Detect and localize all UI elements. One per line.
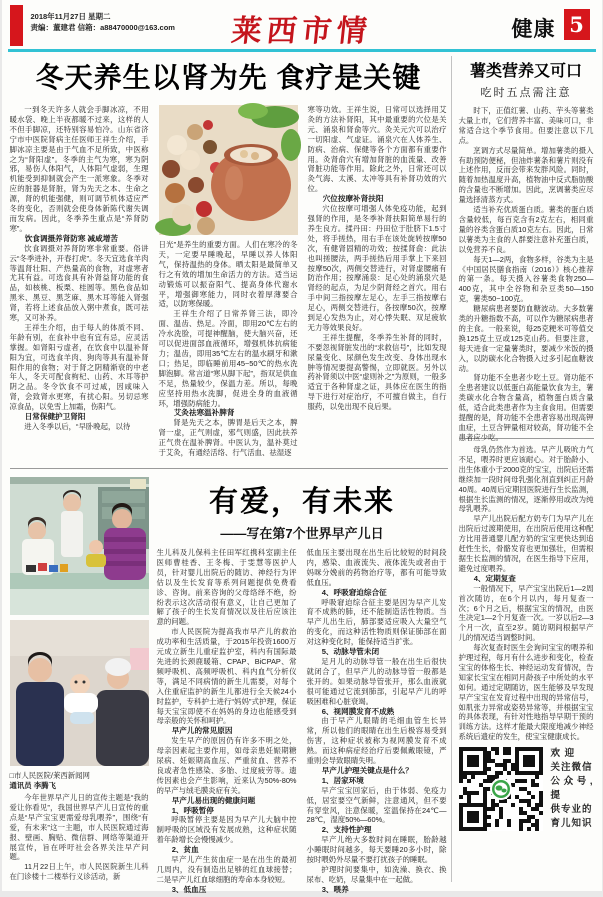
wechat-logo-icon — [490, 778, 512, 800]
paragraph: 每天1—2两，食物多样，谷类为主是《中国居民膳食指南（2016）》核心推荐的第一条。每天摄入谷薯类食物250—400克，其中全谷物和杂豆类50—150克，薯类50~100克。 — [458, 254, 594, 304]
subheading: 2、贫血 — [171, 845, 199, 855]
preemie-column-4 — [458, 445, 594, 742]
paragraph: 生儿科及儿保科主任田军红携科室副主任医师曹桂香、王冬梅、于雯慧等医护人员，针对婴儿出院后的随访、神经行为评估以及生长发育等系列问题提供免费看诊、咨询。前来咨询的父母络绎不绝，纷纷表示这次活动很有意义，让自己更加了解了孩子的生长发育情况以及往后应该注意的问题。 — [156, 548, 297, 627]
qr-caption-line: 公众号,提 — [550, 776, 594, 801]
paragraph: 母乳仍然作为首选。早产儿吸吮力气不足，喂养时更应该耐心。对于胎龄小、出生体重小于2000克的宝宝，出院后还需继续加一段时间母乳强化剂直到纠正月龄40周。40周后定期回医院进行生长监测，根据生长监测的情况，逐渐停用或改为纯母乳喂养。 — [458, 445, 594, 514]
editor-line: 责编：董建君 信箱：a88470000@163.com — [30, 23, 175, 32]
qr-caption-line: 关注微信 — [550, 762, 593, 773]
subheading: 3、低血压 — [171, 884, 207, 894]
paragraph: 早产儿出院后配方奶专门为早产儿在出院后过渡期使用，在出院后使用这种配方比用普通婴儿配方奶的宝宝更快达到追赶性生长，骨骼发育也更加强壮，但需根据生长监测的情况，在医生指导下应用，避免过度喂养。 — [458, 514, 594, 573]
paragraph: 护理时间要集中，如洗澡、换衣、换尿布、吃奶，尽量集中在一起做。 — [306, 865, 447, 884]
paragraph: 呼吸窘迫综合征主要是因为早产儿发育不成熟的肺，还不能制造活性物质。当早产儿出生后，肺部要适应吸入大量空气的变化，而这种活性物质则保证肺部在面对这种变化时，能保持适当扩张。 — [306, 597, 447, 647]
paragraph: 王祥生介绍了日常养肾三法，即冷面、温齿、热足。冷面，即用20℃左右的冷水洗脸，可提神醒脑，使大脑兴奋，还可以促进面部血液循环，增强机体抗病能力；温齿，即用35℃左右的温水刷牙和漱口；热足，即临睡前用45~50℃的热水洗脚泡脚。常言道“寒从脚下起”，指双足供血不足，热量较少，保温力差。所以，每晚应坚持用热水洗脚，促进全身的血液循环，增强防病能力。 — [158, 309, 298, 408]
paragraph: 市人民医院为提高我市早产儿的救治成功率和生活质量，于2015年投资1600万元成立新生儿重症监护室，科内有国际最先进的长颈鹿暖箱、CPAP、BiCPAP、常频呼吸机、高频呼吸机、科内血气分析仪等，满足不同病情的新生儿需要，对每个入住重症监护的新生儿都进行全天候24小时监护，专科护士进行“妈妈”式护理，保证每天宝宝即使不在妈妈的身边也能感受到母亲般的关怀和呵护。 — [156, 627, 297, 726]
qr-caption-line: 育儿知识 — [550, 818, 593, 829]
subheading: 早产儿护理关键点是什么？ — [321, 765, 413, 775]
paragraph: 一般情况下，早产宝宝出院后1—2周首次随访，在6个月以内，每月复查一次；6个月之后，根据宝宝的情况，由医生决定1—2个月复查一次。一岁以后2—3个月一次，直至2岁。随访期间根据早产儿的情况适当调整时间。 — [458, 583, 594, 643]
paragraph: 每次复查时医生会询问宝宝的喂养和护理过程，每月有什么进步和变化，检查宝宝的体格生长、神经运动发育情况，告知家长宝宝在相同月龄孩子中所处的水平如何。通过定期随访，医生能够及早发现早产宝宝在发育过程中出现的异常信号，如肌张力异常或姿势异常等，并根据宝宝的具体表现，有针对性地指导早期干预的训练方法。这样才能最大限度地减少神经系统后遗症的发生，使宝宝健康成长。 — [458, 643, 594, 742]
section-label: 健康 — [511, 18, 556, 41]
subheading: 4、定期复查 — [473, 573, 516, 583]
paragraph: 发生早产的原因仍有许多不明之处，母亲因素起主要作用，如母亲患妊娠期糖尿病、妊娠期高血压、严重贫血、营养不良或者急性感染、多胎、过度疲劳等。遗传因素也会产生影响，近来认为50%-80%的早产与绒毛膜炎症有关。 — [156, 736, 297, 795]
paragraph: 由于早产儿眼睛的毛细血管生长异常，所以他们的眼睛在出生后极容易受到伤害，这种症状被称为视网膜发育不成熟。而这种病症经治疗后要佩戴眼镜，严重则会导致眼睛失明。 — [306, 716, 447, 766]
subheading: 1、居家环境 — [321, 775, 364, 785]
paragraph: 早产宝宝回家后，由于体弱、免疫力低，居室要空气新鲜，注意通风，但不要有穿堂风，注意保暖，室温保持在24℃—28℃，湿度50%—60%。 — [306, 785, 447, 825]
article-preemie-subtitle: ——写在第7个世界早产儿日 — [220, 526, 384, 541]
newspaper-page — [2, 0, 602, 894]
byline-source: □市人民医院/莱西新闻网 — [9, 771, 90, 780]
paragraph: 早产儿绝大多数时间在睡眠，胎龄越小睡眠时间越多，每天要睡20多小时，除按时喂奶外尽量不要打扰孩子的睡眠。 — [306, 835, 447, 865]
paragraph: 王祥生介绍，由于每人的体质不同、年龄有别，在食补中也有宜有忌，应灵活掌握。如肾阳亏虚者，在饮食中以温补肾阳为宜，可选食羊肉、狗肉等具有温补肾阳作用的食物；对于肾之阴精渐衰的中老年人，冬天可配食枸杞、山药、木耳等护阴之品。冬令饮食不可过咸，因咸味入肾，会致肾水更寒，有扰心阳。另切忌寒凉食品，以免雪上加霜，伤阳气。 — [9, 322, 149, 412]
winter-column-1 — [10, 105, 149, 467]
clinic-exam-photo — [10, 477, 149, 615]
qr-caption-line: 欢 迎 — [550, 748, 576, 759]
article-potato-title: 薯类营养又可口 — [469, 63, 582, 80]
paragraph: 低血压主要出现在出生后比较短的时间段内，感染、血液流失、液体流失或者由于妈咪分娩前的药物治疗等，都有可能导致低血压。 — [306, 548, 447, 587]
article-potato-subtitle: 吃时五点需注意 — [480, 87, 572, 99]
preemie-text-area — [156, 477, 448, 894]
paragraph: 穴位按摩可增强人体免疫功能，起到强肾的作用，是冬季补肾扶阳简单易行的养生良方。揉丹田：丹田位于肚脐下1.5寸处，将手搓热，用右手在该处旋转按摩50次，有健肾固精的功效；按揉肾俞：此法也叫搓腰法，两手搓热后用手掌上下来回按摩50次，两侧交替进行，对肾虚腰痛有防治作用；按摩涌泉：足心处的涌泉穴是肾经的起点，为足少阴肾经之首穴。用右手中间三指按摩左足心，左手三指按摩右足心，两侧交替进行，各按摩50次，按摩到足心发热为止，对心悸失眠、双足疲软无力等效果良好。 — [307, 204, 447, 332]
qr-code — [459, 747, 543, 831]
paragraph: 进入冬季以后，“早卧晚起，以待 — [24, 422, 131, 431]
food-pot-photo — [159, 105, 298, 235]
subheading: 日常保健护卫肾阳 — [24, 412, 86, 422]
article-winter-columns — [10, 105, 448, 467]
article-preemie-headline: 有爱，有未来 — [208, 486, 395, 518]
subheading: 2、支持性护理 — [321, 825, 372, 835]
paragraph: 今年世界早产儿日的宣传主题是“我的爱让你看见”，我国世界早产儿日宣传的重点是“早产宝宝更需爱母乳喂养”，围绕“有爱，有未来”这一主题，市人民医院通过海报、壁画、胸贴、微信群、网络等渠道开展宣传，旨在呼吁社会各界关注早产问题。 — [9, 793, 149, 862]
paragraph: 11月22日上午，市人民医院新生儿科在门诊楼十二楼举行义诊活动，新 — [9, 862, 149, 882]
paragraph: 饮食调摄对养肾防寒非常重要。俗讲云“冬季进补，开春打虎”。冬天宜选食羊肉等温肾壮阳、产热量高的食物，对虚寒者尤其有益。可选食具有补肾益肾功能的食品，如核桃、板栗、桂圆等。黑色食品如黑米、黑豆、黑芝麻、黑木耳等能入肾强肾，若将上述食品放入粥中煮食，既可祛寒，又可补养。 — [9, 243, 149, 323]
qr-block — [459, 747, 594, 831]
paragraph: 早产儿产生贫血症一是在出生的最初几周内，没有制造出足够的红血球接替；二是早产儿红血球细胞的寿命本身较短。 — [156, 855, 297, 884]
page-number-badge: 5 — [564, 9, 590, 40]
paragraph: 适当补充优质蛋白质。薯类的蛋白质含量较低，每百克含有2克左右，相同重量的谷类含蛋白质10克左右。因此，日常以薯类为主食的人群要注意补充蛋白质，以免营养不良。 — [458, 205, 594, 254]
subheading: 早产儿易出现的健康问题 — [171, 795, 256, 805]
baby-care-photo — [10, 620, 149, 766]
subheading: 4、呼吸窘迫综合征 — [321, 587, 387, 597]
winter-column-2 — [159, 105, 298, 467]
winter-column-3 — [308, 105, 447, 467]
column-divider — [451, 56, 452, 882]
subheading: 3、喂养 — [321, 884, 349, 894]
paragraph: 肾功能不全患者少吃土豆。肾功能不全患者建议以低蛋白高能量饮食为主，薯类碳水化合物含量高，植物蛋白质含量低，适合此类患者作为主食食用。但需要提醒的是，肾功能不全患者容易出现高钾血症，土豆含钾量相对较高，肾功能不全患者应少吃。 — [458, 373, 594, 442]
paragraph: 呼吸暂停主要是因为早产儿大脑中控制呼吸的区域没有发展成熟，这种症状随着年龄增长会慢慢减少。 — [156, 815, 297, 845]
paragraph: 足月儿的动脉导管一般在出生后很快就闭合了，但早产儿的动脉导管一般都是张开的。如果动脉导管张开，那么血液就很可能通过它流到肺部，引起早产儿的呼吸困难和心脏衰竭。 — [306, 656, 447, 706]
paragraph: 肾是先天之本，脾胃是后天之本，脾肾一虚，正气则虚，邪气则盛，因此扶养正气贵在温补脾肾。中医认为，温补莫过于艾灸，有通经活络、行气活血、祛湿逐 — [158, 418, 298, 458]
byline-reporter: 通讯员 李腾飞 — [9, 781, 56, 790]
subheading: 早产儿的常见原因 — [171, 726, 233, 736]
paragraph: 烹调方式尽量简单。增加薯类的摄入有助预防便秘，但油炸薯条和薯片则没有上述作用，反而会带来发胖风险。同时，随着加热温度升高，植物油中反式脂肪酸的含量也不断增加。因此，烹调薯类应尽量选择清蒸方式。 — [458, 145, 594, 205]
preemie-column-1 — [10, 793, 149, 897]
preemie-column-3 — [306, 548, 447, 894]
paragraph: 王祥生提醒，冬季养生补肾的同时，不要忽视肾脏发出的“求救信号”，比如发现尿量变化、尿颜色发生改变、身体出现水肿等情况要提高警惕，立即就医。另外以药补肾须以中医“虚则补之”为原则，一般多适宜于各种肾虚之证，具体应在医生的指导下进行对症治疗，不可擅自做主，自行服药，以免出现不良后果。 — [307, 332, 447, 412]
paragraph: 寒等功效。王祥生说，日常可以选择用艾灸的方法补肾阳，其中最重要的穴位是关元、涌泉和肾俞等穴。灸关元穴可以治疗一切阳虚、气虚证。涌泉穴在人体养生、防病、治病、保健等各个方面都有重要作用。灸肾俞穴有增加肾脏的血流量、改善肾脏功能等作用。除此之外，日常还可以灸气海、太溪、太冲等具有补肾功效的穴位。 — [307, 105, 447, 194]
potato-body — [458, 106, 594, 442]
paragraph: 时下，正值红薯、山药、芋头等薯类大量上市，它们营养丰富、美味可口，非常适合这个季节食用。但要注意以下几点。 — [458, 106, 594, 145]
qr-caption — [551, 747, 594, 831]
subheading: 5、动脉导管未闭 — [321, 647, 380, 657]
article-winter-headline: 冬天养生以肾为先 食疗是关键 — [35, 62, 422, 93]
subheading: 穴位按摩补肾扶阳 — [322, 194, 384, 204]
article-winter-health — [10, 56, 448, 467]
subheading: 饮食调摄养肾防寒 减咸增苦 — [24, 233, 118, 243]
newspaper-masthead: 莱西市情 — [229, 14, 373, 49]
section-divider — [10, 468, 448, 469]
byline — [10, 771, 149, 791]
subheading: 6、视网膜发育不成熟 — [321, 706, 395, 716]
right-column — [459, 58, 594, 831]
subheading: 艾灸祛寒温补脾肾 — [173, 408, 235, 418]
preemie-photo-column — [10, 477, 149, 889]
subheading: 1、呼吸暂停 — [171, 805, 214, 815]
paragraph: 糖尿病患者要防血糖波动。大多数薯类的升糖指数不高，可以作为糖尿病患者的主食。一般来说，每25克粳米可等值交换125克土豆或125克山药。但要注意，每天进食一定量薯类时，要减少米饭的摄入，以防碳水化合物摄入过多引起血糖波动。 — [458, 304, 594, 373]
paragraph: 一到冬天许多人就会手脚冰凉，不用暖水袋、晚上半夜都暖不过来，这样的人不但手脚凉，还特别容易怕冷。山东省济宁市中医院肾病主任医师王祥生介绍，手脚冰凉主要是由于气血不足所致，中医称之为“肾阳虚”。冬季的主气为寒，寒为阴邪，易伤人体阳气，人体阳气虚弱，生理机能受到抑制就会产生一派寒象。冬季对应的脏器是肾脏，肾为先天之本、生命之源，肾的机能强健，则可调节机体适应严冬的变化，否则就会使身体新陈代谢失调而发病。因此，冬季养生重点是“养肾防寒”。 — [9, 105, 149, 233]
article-preemie-day — [9, 477, 448, 894]
date-line: 2018年11月27日 星期二 — [30, 12, 111, 21]
preemie-column-2 — [156, 548, 297, 894]
paragraph: 日光”是养生的重要方面。人们在寒冷的冬天，一定要早睡晚起，早睡以养人体阳气，保持温热的身体。晒太阳是最简单又行之有效的增加生命活力的方法。适当运动锻炼可以振奋阳气、提高身体代谢水平，增强御寒能力，同时衣着厚薄要合适，以防寒保暖。 — [158, 240, 298, 309]
header-rule — [8, 49, 596, 52]
qr-caption-line: 供专业的 — [550, 804, 593, 815]
